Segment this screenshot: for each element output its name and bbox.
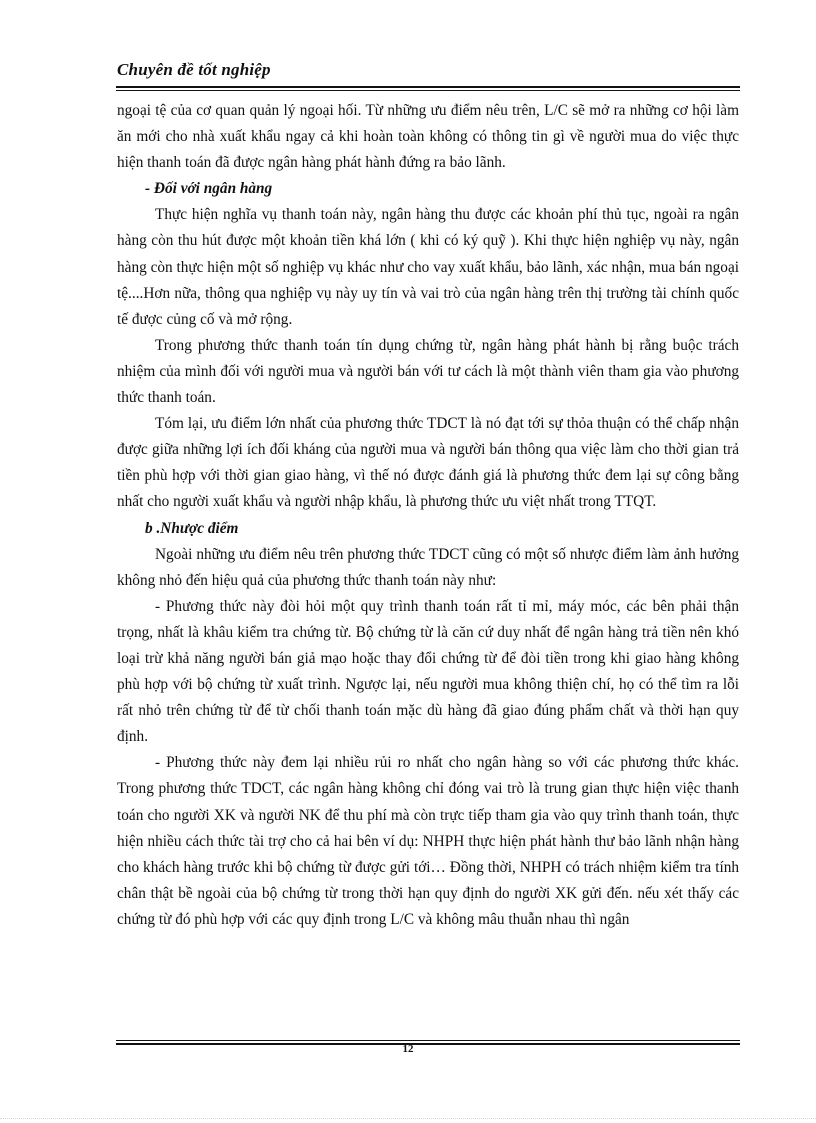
page-edge-dotted <box>0 1118 816 1119</box>
paragraph-disadvantages-intro: Ngoài những ưu điểm nêu trên phương thức TDCT cũng có một số nhược điểm làm ảnh hưởng không nhỏ đến hiệu quả của phương thức thanh toán này như: <box>117 545 739 589</box>
header-rule-thin <box>116 90 740 91</box>
subheading-bank: - Đối với ngân hàng <box>145 180 273 198</box>
page-number: 12 <box>402 1043 414 1055</box>
paragraph-summary: Tóm lại, ưu điểm lớn nhất của phương thức TDCT là nó đạt tới sự thỏa thuận có thể chấp nhận được giữa những lợi ích đối kháng của người mua và người bán thông qua việc làm cho thời gian trả tiền phù hợp với thời gian giao hàng, vì thế nó được đánh giá là phương thức đem lại sự công bằng nhất cho người xuất khẩu và người nhập khẩu, là phương thức ưu việt nhất trong TTQT. <box>117 415 739 511</box>
page-header-title: Chuyên đề tốt nghiệp <box>117 60 271 79</box>
paragraph-disadvantage-1: - Phương thức này đòi hỏi một quy trình thanh toán rất tỉ mỉ, máy móc, các bên phải thận trọng, nhất là khâu kiểm tra chứng từ. Bộ chứng từ là căn cứ duy nhất để ngân hàng trả tiền nên khó loại trừ khả năng người bán giả mạo hoặc thay đổi chứng từ để đòi tiền trong khi giao hàng không phù hợp với bộ chứng từ xuất trình. Ngược lại, nếu người mua không thiện chí, họ có thể tìm ra lỗi rất nhỏ trên chứng từ để từ chối thanh toán mặc dù hàng đã giao đúng phẩm chất và thời hạn quy định. <box>117 597 739 746</box>
header-rule <box>116 86 740 88</box>
paragraph-bank-benefits: Thực hiện nghĩa vụ thanh toán này, ngân hàng thu được các khoản phí thủ tục, ngoài ra ngân hàng còn thu hút được một khoản tiền khá lớn ( khi có ký quỹ ). Khi thực hiện nghiệp vụ này, ngân hàng còn thực hiện một số nghiệp vụ khác như cho vay xuất khẩu, bảo lãnh, xác nhận, mua bán ngoại tệ....Hơn nữa, thông qua nghiệp vụ này uy tín và vai trò của ngân hàng trên thị trường tài chính quốc tế được củng cố và mở rộng. <box>117 206 739 328</box>
footer-rule-thin <box>116 1040 740 1041</box>
paragraph-issuing-bank: Trong phương thức thanh toán tín dụng chứng từ, ngân hàng phát hành bị rằng buộc trách nhiệm của mình đối với người mua và người bán với tư cách là một thành viên tham gia vào phương thức thanh toán. <box>117 336 739 407</box>
subheading-disadvantages: b .Nhược điểm <box>145 519 239 537</box>
paragraph-continuation: ngoại tệ của cơ quan quản lý ngoại hối. Từ những ưu điểm nêu trên, L/C sẽ mở ra những cơ hội làm ăn mới cho nhà xuất khẩu ngay cả khi hoàn toàn không có thông tin gì về người mua do việc thực hiện thanh toán đã được ngân hàng phát hành đứng ra bảo lãnh. <box>117 102 739 172</box>
document-body <box>117 98 739 933</box>
paragraph-disadvantage-2: - Phương thức này đem lại nhiều rủi ro nhất cho ngân hàng so với các phương thức khác. Trong phương thức TDCT, các ngân hàng không chỉ đóng vai trò là trung gian thực hiện việc thanh toán cho người XK và người NK để thu phí mà còn trực tiếp tham gia vào quy trình thanh toán, thực hiện nhiều cách thức tài trợ cho cả hai bên ví dụ: NHPH thực hiện phát hành thư bảo lãnh nhận hàng cho khách hàng trước khi bộ chứng từ được gửi tới… Đồng thời, NHPH có trách nhiệm kiểm tra tính chân thật bề ngoài của bộ chứng từ trong thời hạn quy định do người XK gửi đến. nếu xét thấy các chứng từ đó phù hợp với các quy định trong L/C và không mâu thuẫn nhau thì ngân <box>117 754 739 928</box>
